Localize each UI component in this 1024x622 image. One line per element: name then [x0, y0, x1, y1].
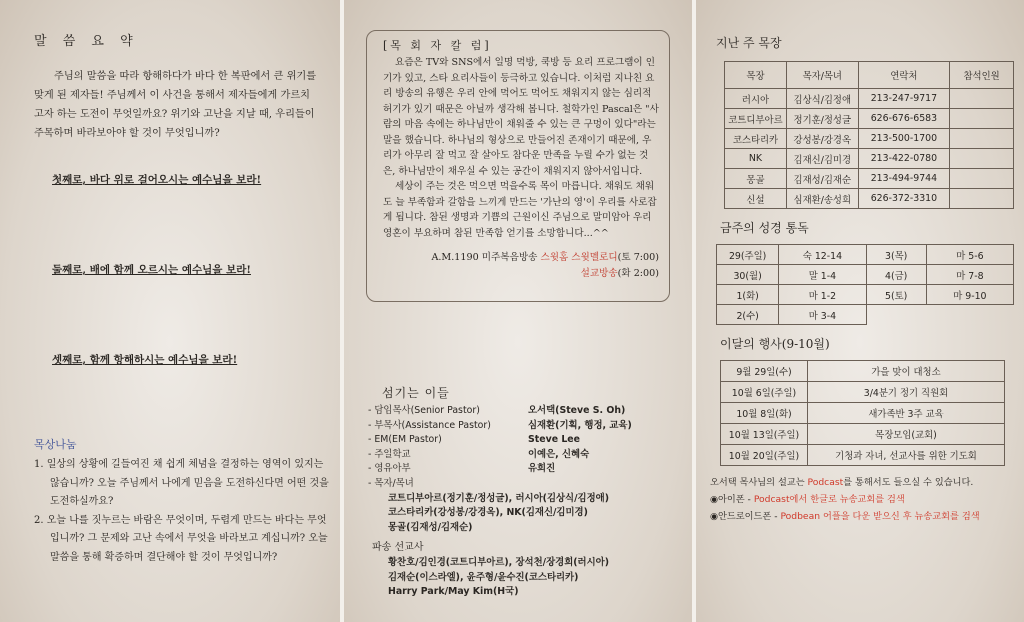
table-cell — [950, 109, 1014, 129]
table-cell — [866, 305, 926, 325]
reading-title: 금주의 성경 통독 — [720, 221, 809, 235]
table-row — [721, 403, 1005, 424]
table-cell: 5(토) — [866, 285, 926, 305]
radio-time-2: (화 2:00) — [617, 268, 659, 279]
table-row — [721, 382, 1005, 403]
pastor-column-title: [목 회 자 칼 럼] — [383, 39, 492, 52]
discussion-questions — [34, 456, 334, 567]
sermon-point-3: 셋째로, 함께 항해하시는 예수님을 보라! — [52, 354, 238, 366]
discussion-question-2: 2. 오늘 나를 짓누르는 바람은 무엇이며, 두렵게 만드는 바다는 무엇입니까? 그 문제와 고난 속에서 무엇을 바라보고 계십니까? 오늘 말씀을 통해 확증하며 결단해야 할 것이 무엇입니까? — [34, 514, 328, 563]
staff-name: 유희진 — [528, 463, 556, 475]
table-row — [725, 109, 1014, 129]
servants-list — [368, 404, 668, 600]
pastor-column-box — [366, 30, 670, 302]
table-row — [717, 305, 1014, 325]
staff-name: 오서택(Steve S. Oh) — [528, 405, 626, 416]
table-row — [721, 424, 1005, 445]
sermon-summary-title: 말 씀 요 약 — [34, 34, 139, 49]
table-row — [725, 149, 1014, 169]
table-cell: 3/4분기 정기 직원회 — [808, 382, 1005, 403]
table-row — [717, 245, 1014, 265]
table-cell: 강성봉/강경옥 — [786, 129, 858, 149]
table-cell: 10월 6일(주일) — [721, 382, 808, 403]
table-cell: 신설 — [725, 189, 787, 209]
table-cell: 2(수) — [717, 305, 779, 325]
table-cell — [950, 129, 1014, 149]
android-label: ◉안드로이드폰 - — [710, 511, 781, 522]
table-cell: 새가족반 3주 교육 — [808, 403, 1005, 424]
table-cell: 코트디부아르 — [725, 109, 787, 129]
table-row — [721, 361, 1005, 382]
info-panel — [696, 0, 1024, 622]
table-cell: 정기훈/정성글 — [786, 109, 858, 129]
staff-role: - 주일학교 — [368, 448, 411, 460]
sermon-point-2: 둘째로, 배에 함께 오르시는 예수님을 보라! — [52, 264, 251, 276]
table-header-cell: 연락처 — [858, 62, 950, 89]
sermon-summary-panel — [0, 0, 340, 622]
radio-line-1 — [383, 249, 659, 263]
table-row — [717, 285, 1014, 305]
table-row — [725, 129, 1014, 149]
table-cell: 10월 8일(화) — [721, 403, 808, 424]
table-cell: 숙 12-14 — [779, 245, 866, 265]
meeting-table — [724, 61, 1014, 209]
table-cell: 30(월) — [717, 265, 779, 285]
table-cell: 10월 20일(주일) — [721, 445, 808, 466]
table-cell: 김재성/김재순 — [786, 169, 858, 189]
table-cell: 4(금) — [866, 265, 926, 285]
table-cell: 목장모임(교회) — [808, 424, 1005, 445]
staff-name: 이예은, 신혜숙 — [528, 448, 590, 460]
table-header-cell: 목장 — [725, 62, 787, 89]
table-cell: 몽골 — [725, 169, 787, 189]
table-row — [725, 89, 1014, 109]
table-cell: 말 1-4 — [779, 265, 866, 285]
servants-title: 섬기는 이들 — [382, 386, 450, 400]
table-cell — [950, 149, 1014, 169]
podcast-line — [710, 474, 1014, 491]
meeting-title: 지난 주 목장 — [716, 36, 782, 50]
table-cell: 마 3-4 — [779, 305, 866, 325]
table-header-cell: 목자/목녀 — [786, 62, 858, 89]
table-cell: 가을 맞이 대청소 — [808, 361, 1005, 382]
radio-sermon: 설교방송 — [580, 268, 618, 279]
missionary-line: Harry Park/May Kim(H국) — [388, 586, 519, 598]
radio-line-2 — [383, 265, 659, 279]
table-cell: 마 9-10 — [926, 285, 1013, 305]
table-cell: 마 7-8 — [926, 265, 1013, 285]
radio-program: 스윗홈 스윗멜로디 — [540, 252, 618, 263]
shepherd-line: 코스타리카(강성봉/강경옥), NK(김재신/김미경) — [388, 507, 588, 519]
pastor-column-paragraph-2: 세상이 주는 것은 먹으면 먹을수록 목이 마릅니다. 채워도 채워도 늘 부족함과 갈함을 느끼게 만드는 '가난의 영'이 우리를 사로잡게 됩니다. 참된 생명과 기쁨의 근원이신 주님으로 말미암아 우리 영혼이 부요하며 참된 만족함 얻기를 소망합니다...^^ — [383, 181, 657, 239]
table-cell: 김재신/김미경 — [786, 149, 858, 169]
table-cell: 626-372-3310 — [858, 189, 950, 209]
sermon-intro: 주님의 말씀을 따라 항해하다가 바다 한 복판에서 큰 위기를 맞게 된 제자들! 주님께서 이 사건을 통해서 제자들에게 가르치고자 하는 도전이 무엇일까요? 위기와 고난을 지날 때, 우리들이 주목하며 바라보아야 할 것이 무엇입니까? — [34, 71, 317, 139]
podcast-text: 를 통해서도 들으실 수 있습니다. — [843, 477, 974, 488]
table-cell: 213-494-9744 — [858, 169, 950, 189]
table-cell: 3(목) — [866, 245, 926, 265]
column-panel — [344, 0, 692, 622]
table-cell: 1(화) — [717, 285, 779, 305]
missionary-line: 김재순(이스라엘), 윤주형/윤수진(코스타리카) — [388, 571, 579, 583]
table-cell — [950, 169, 1014, 189]
table-cell: 9월 29일(수) — [721, 361, 808, 382]
events-title: 이달의 행사(9-10월) — [720, 337, 830, 351]
table-cell: 213-422-0780 — [858, 149, 950, 169]
table-cell: 213-500-1700 — [858, 129, 950, 149]
table-cell: 마 1-2 — [779, 285, 866, 305]
table-cell: 마 5-6 — [926, 245, 1013, 265]
staff-role: - EM(EM Pastor) — [368, 434, 442, 446]
table-cell: 626-676-6583 — [858, 109, 950, 129]
radio-station: A.M.1190 미주복음방송 — [431, 252, 538, 263]
table-header-row — [725, 62, 1014, 89]
podcast-info — [710, 474, 1014, 525]
table-cell: 기청과 자녀, 선교사를 위한 기도회 — [808, 445, 1005, 466]
android-instruction: Podbean 어플을 다운 받으신 후 뉴송교회를 검색 — [780, 511, 980, 522]
table-cell: 러시아 — [725, 89, 787, 109]
missionary-title: 파송 선교사 — [372, 542, 424, 554]
table-row — [725, 169, 1014, 189]
reading-table — [716, 244, 1014, 325]
podcast-android-line — [710, 508, 1014, 525]
table-row — [717, 265, 1014, 285]
staff-role: - 담임목사(Senior Pastor) — [368, 405, 480, 416]
table-cell — [950, 89, 1014, 109]
iphone-label: ◉아이폰 - — [710, 494, 754, 505]
podcast-link: Podcast — [807, 477, 844, 488]
staff-role: - 목자/목녀 — [368, 477, 414, 489]
table-cell: 213-247-9717 — [858, 89, 950, 109]
table-cell: 10월 13일(주일) — [721, 424, 808, 445]
podcast-iphone-line — [710, 491, 1014, 508]
table-cell: 심재환/송성희 — [786, 189, 858, 209]
radio-time-1: (토 7:00) — [617, 252, 659, 263]
staff-role: - 부목사(Assistance Pastor) — [368, 419, 491, 431]
staff-role: - 영유아부 — [368, 463, 411, 475]
discussion-question-1: 1. 일상의 상황에 길들여진 채 쉽게 체념을 결정하는 영역이 있지는 않습니까? 오늘 주님께서 나에게 믿음을 도전하신다면 어떤 것을 도전하실까요? — [34, 459, 329, 507]
podcast-text: 오서택 목사님의 설교는 — [710, 477, 808, 488]
table-cell: 김상식/김정애 — [786, 89, 858, 109]
discussion-title: 목상나눔 — [34, 438, 77, 451]
table-cell — [950, 189, 1014, 209]
table-row — [721, 445, 1005, 466]
table-row — [725, 189, 1014, 209]
table-cell: 코스타리카 — [725, 129, 787, 149]
shepherd-line: 코트디부아르(정기훈/정성글), 러시아(김상식/김정애) — [388, 492, 609, 504]
events-table — [720, 360, 1005, 466]
sermon-point-1: 첫째로, 바다 위로 걸어오시는 예수님을 보라! — [52, 174, 262, 186]
pastor-column-paragraph-1: 요즘은 TV와 SNS에서 일명 먹방, 쿡방 등 요리 프로그램이 인기가 있고, 스타 요리사들이 등극하고 있습니다. 이처럼 지나친 요리 방송의 유행은 우리 안에 먹어도 먹어도 채워지지 않는 심리적 허기가 있기 때문은 아닐까 생각해 봅니다. 철학가인 Pascal은 "사람의 마음 속에는 하나님만이 채워줄 수 있는 큰 구멍이 있다"라는 말을 했습니다. 하나님의 형상으로 만들어진 존재이기 때문에, 우리가 아무리 잘 먹고 잘 살아도 참다운 만족을 누릴 수가 없는 것은, 하나님만이 채우실 수 있는 공간이 채워지지 않아서입니다. — [383, 57, 659, 177]
iphone-instruction: Podcast에서 한글로 뉴송교회를 검색 — [753, 494, 905, 505]
staff-name: 심재환(기획, 행정, 교육) — [528, 419, 632, 431]
missionary-line: 황찬호/김인경(코트디부아르), 장석천/장경희(러시아) — [388, 556, 609, 568]
shepherd-line: 몽골(김재성/김재순) — [388, 521, 473, 533]
staff-name: Steve Lee — [528, 434, 581, 446]
table-header-cell: 참석인원 — [950, 62, 1014, 89]
table-cell: 29(주일) — [717, 245, 779, 265]
table-cell — [926, 305, 1013, 325]
table-cell: NK — [725, 149, 787, 169]
